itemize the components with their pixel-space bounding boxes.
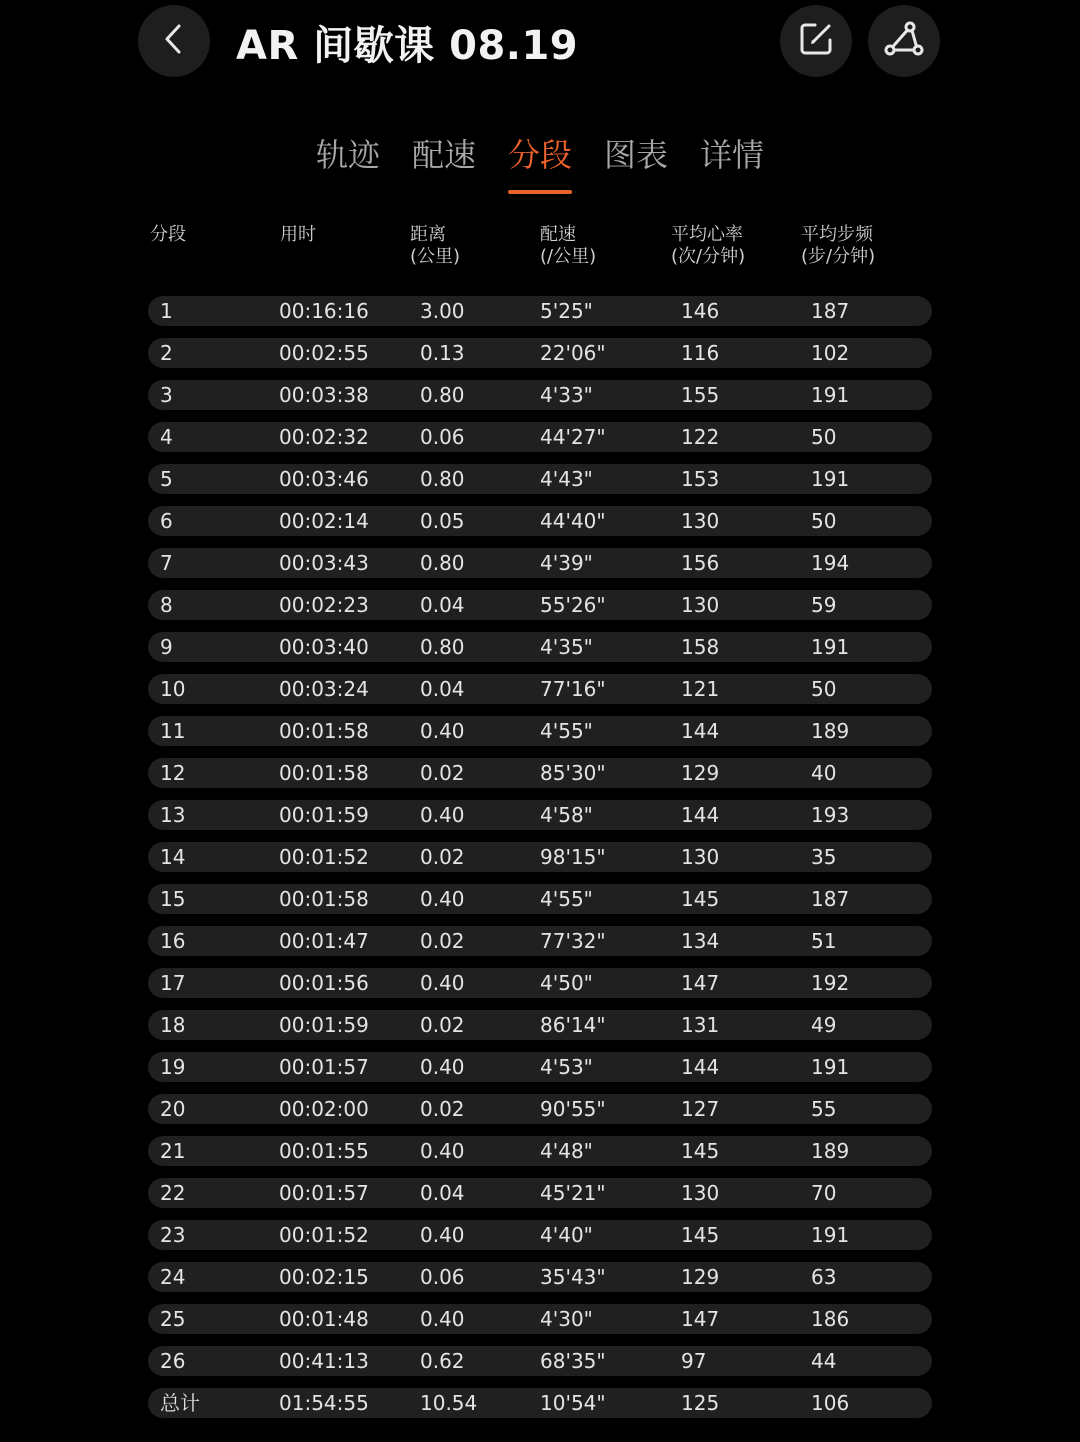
- time-cell: 00:01:55: [279, 1139, 369, 1163]
- splits-table: [148, 296, 932, 1430]
- table-row: [148, 464, 932, 494]
- tab-pace[interactable]: 配速: [411, 136, 476, 174]
- back-button[interactable]: [138, 5, 210, 77]
- time-cell: 00:01:52: [279, 845, 369, 869]
- table-row: [148, 674, 932, 704]
- segment-cell: 26: [160, 1349, 186, 1373]
- distance-cell: 0.06: [420, 425, 465, 449]
- distance-label: 距离: [410, 224, 446, 245]
- heart-rate-cell: 147: [681, 971, 720, 995]
- total-row: [148, 1388, 932, 1418]
- route-button[interactable]: [868, 5, 940, 77]
- distance-cell: 0.05: [420, 509, 465, 533]
- distance-cell: 0.04: [420, 1181, 465, 1205]
- time-cell: 00:02:00: [279, 1097, 369, 1121]
- pace-label: 配速: [540, 224, 576, 245]
- heart-rate-cell: 144: [681, 1055, 720, 1079]
- table-row: [148, 296, 932, 326]
- heart-rate-cell: 122: [681, 425, 720, 449]
- time-label: 用时: [280, 224, 316, 245]
- heart-rate-cell: 158: [681, 635, 720, 659]
- table-row: [148, 1220, 932, 1250]
- page-title: AR 间歇课 08.19: [236, 23, 579, 69]
- pace-cell: 44'40": [540, 509, 606, 533]
- column-header-time: [280, 224, 316, 246]
- distance-cell: 10.54: [420, 1391, 478, 1415]
- table-row: [148, 1094, 932, 1124]
- segment-cell: 2: [160, 341, 173, 365]
- distance-cell: 0.80: [420, 383, 465, 407]
- pace-cell: 4'53": [540, 1055, 593, 1079]
- segment-cell: 21: [160, 1139, 186, 1163]
- heart-rate-cell: 144: [681, 803, 720, 827]
- pace-cell: 86'14": [540, 1013, 606, 1037]
- table-row: [148, 758, 932, 788]
- cadence-cell: 51: [811, 929, 837, 953]
- distance-cell: 0.40: [420, 803, 465, 827]
- segment-cell: 4: [160, 425, 173, 449]
- table-row: [148, 884, 932, 914]
- table-row: [148, 1010, 932, 1040]
- segment-cell: 13: [160, 803, 186, 827]
- distance-cell: 0.62: [420, 1349, 465, 1373]
- tab-details[interactable]: 详情: [700, 136, 765, 174]
- heart-rate-cell: 130: [681, 509, 720, 533]
- time-cell: 00:03:43: [279, 551, 369, 575]
- tab-charts[interactable]: 图表: [604, 136, 669, 174]
- segment-cell: 25: [160, 1307, 186, 1331]
- pace-cell: 77'32": [540, 929, 606, 953]
- distance-cell: 0.40: [420, 1223, 465, 1247]
- heart-rate-cell: 130: [681, 1181, 720, 1205]
- pace-cell: 55'26": [540, 593, 606, 617]
- time-cell: 00:41:13: [279, 1349, 369, 1373]
- heart-rate-cell: 131: [681, 1013, 720, 1037]
- heart-rate-cell: 156: [681, 551, 720, 575]
- time-cell: 00:01:47: [279, 929, 369, 953]
- cadence-cell: 70: [811, 1181, 837, 1205]
- heart-rate-cell: 155: [681, 383, 720, 407]
- column-header-cadence: [801, 224, 875, 268]
- segment-cell: 15: [160, 887, 186, 911]
- pace-cell: 4'48": [540, 1139, 593, 1163]
- cadence-cell: 189: [811, 1139, 850, 1163]
- segment-cell: 23: [160, 1223, 186, 1247]
- distance-cell: 0.40: [420, 1307, 465, 1331]
- distance-cell: 0.40: [420, 1055, 465, 1079]
- table-row: [148, 1262, 932, 1292]
- segment-cell: 9: [160, 635, 173, 659]
- heart-rate-cell: 146: [681, 299, 720, 323]
- distance-cell: 0.80: [420, 467, 465, 491]
- distance-cell: 0.40: [420, 887, 465, 911]
- pace-cell: 77'16": [540, 677, 606, 701]
- cadence-cell: 40: [811, 761, 837, 785]
- time-cell: 00:01:58: [279, 719, 369, 743]
- top-bar: [0, 0, 1080, 90]
- distance-cell: 0.80: [420, 551, 465, 575]
- heart-rate-cell: 129: [681, 761, 720, 785]
- table-row: [148, 800, 932, 830]
- pace-cell: 4'55": [540, 719, 593, 743]
- time-cell: 00:02:23: [279, 593, 369, 617]
- heart-rate-cell: 130: [681, 845, 720, 869]
- pace-cell: 4'50": [540, 971, 593, 995]
- cadence-unit: (步/分钟): [801, 246, 876, 267]
- pace-cell: 98'15": [540, 845, 606, 869]
- distance-cell: 0.02: [420, 761, 465, 785]
- distance-cell: 0.40: [420, 971, 465, 995]
- segment-cell: 6: [160, 509, 173, 533]
- pace-cell: 5'25": [540, 299, 593, 323]
- cadence-cell: 187: [811, 299, 850, 323]
- table-row: [148, 1178, 932, 1208]
- heart-rate-label: 平均心率: [671, 224, 743, 245]
- distance-cell: 0.40: [420, 1139, 465, 1163]
- cadence-cell: 191: [811, 383, 850, 407]
- segment-cell: 10: [160, 677, 186, 701]
- pace-cell: 45'21": [540, 1181, 606, 1205]
- table-row: [148, 968, 932, 998]
- cadence-cell: 106: [811, 1391, 850, 1415]
- distance-cell: 0.02: [420, 929, 465, 953]
- table-row: [148, 716, 932, 746]
- table-row: [148, 632, 932, 662]
- segment-cell: 24: [160, 1265, 186, 1289]
- distance-cell: 0.80: [420, 635, 465, 659]
- time-cell: 00:02:55: [279, 341, 369, 365]
- cadence-cell: 192: [811, 971, 850, 995]
- time-cell: 00:01:58: [279, 761, 369, 785]
- segment-cell: 5: [160, 467, 173, 491]
- cadence-cell: 186: [811, 1307, 850, 1331]
- heart-rate-cell: 121: [681, 677, 720, 701]
- heart-rate-unit: (次/分钟): [671, 246, 746, 267]
- pace-cell: 85'30": [540, 761, 606, 785]
- table-header: [0, 224, 1080, 274]
- table-row: [148, 590, 932, 620]
- time-cell: 00:01:59: [279, 1013, 369, 1037]
- cadence-cell: 50: [811, 425, 837, 449]
- heart-rate-cell: 129: [681, 1265, 720, 1289]
- segment-cell: 16: [160, 929, 186, 953]
- cadence-cell: 49: [811, 1013, 837, 1037]
- distance-cell: 3.00: [420, 299, 465, 323]
- table-row: [148, 1346, 932, 1376]
- time-cell: 01:54:55: [279, 1391, 369, 1415]
- heart-rate-cell: 147: [681, 1307, 720, 1331]
- pace-cell: 4'30": [540, 1307, 593, 1331]
- column-header-distance: [410, 224, 460, 268]
- column-header-pace: [540, 224, 596, 268]
- column-header-heart-rate: [671, 224, 745, 268]
- cadence-cell: 191: [811, 467, 850, 491]
- distance-cell: 0.13: [420, 341, 465, 365]
- time-cell: 00:02:15: [279, 1265, 369, 1289]
- segment-cell: 11: [160, 719, 186, 743]
- cadence-cell: 191: [811, 1055, 850, 1079]
- segment-cell: 14: [160, 845, 186, 869]
- column-header-segment: [150, 224, 186, 246]
- distance-cell: 0.04: [420, 677, 465, 701]
- time-cell: 00:01:59: [279, 803, 369, 827]
- heart-rate-cell: 153: [681, 467, 720, 491]
- table-row: [148, 422, 932, 452]
- pace-cell: 4'33": [540, 383, 593, 407]
- table-row: [148, 506, 932, 536]
- segment-cell: 22: [160, 1181, 186, 1205]
- segment-label: 分段: [150, 224, 186, 245]
- segment-cell: 1: [160, 299, 173, 323]
- time-cell: 00:02:32: [279, 425, 369, 449]
- cadence-cell: 191: [811, 1223, 850, 1247]
- heart-rate-cell: 127: [681, 1097, 720, 1121]
- time-cell: 00:03:46: [279, 467, 369, 491]
- table-row: [148, 380, 932, 410]
- pace-cell: 4'35": [540, 635, 593, 659]
- segment-cell: 3: [160, 383, 173, 407]
- distance-cell: 0.02: [420, 1097, 465, 1121]
- distance-cell: 0.02: [420, 845, 465, 869]
- time-cell: 00:03:24: [279, 677, 369, 701]
- pace-cell: 4'43": [540, 467, 593, 491]
- time-cell: 00:01:52: [279, 1223, 369, 1247]
- pace-cell: 10'54": [540, 1391, 606, 1415]
- cadence-cell: 50: [811, 677, 837, 701]
- segment-cell: 18: [160, 1013, 186, 1037]
- cadence-cell: 191: [811, 635, 850, 659]
- cadence-cell: 189: [811, 719, 850, 743]
- time-cell: 00:01:57: [279, 1055, 369, 1079]
- segment-cell: 20: [160, 1097, 186, 1121]
- cadence-cell: 63: [811, 1265, 837, 1289]
- heart-rate-cell: 145: [681, 1139, 720, 1163]
- distance-unit: (公里): [410, 246, 461, 267]
- time-cell: 00:16:16: [279, 299, 369, 323]
- table-row: [148, 548, 932, 578]
- cadence-cell: 44: [811, 1349, 837, 1373]
- table-row: [148, 1136, 932, 1166]
- chevron-left-icon: [161, 22, 187, 60]
- segment-cell: 总计: [160, 1391, 200, 1415]
- tab-splits[interactable]: 分段: [508, 126, 572, 186]
- segment-cell: 12: [160, 761, 186, 785]
- heart-rate-cell: 134: [681, 929, 720, 953]
- pace-cell: 4'55": [540, 887, 593, 911]
- time-cell: 00:03:40: [279, 635, 369, 659]
- cadence-label: 平均步频: [801, 224, 873, 245]
- table-row: [148, 842, 932, 872]
- distance-cell: 0.40: [420, 719, 465, 743]
- cadence-cell: 193: [811, 803, 850, 827]
- table-row: [148, 338, 932, 368]
- edit-button[interactable]: [780, 5, 852, 77]
- segment-cell: 19: [160, 1055, 186, 1079]
- distance-cell: 0.04: [420, 593, 465, 617]
- pace-cell: 22'06": [540, 341, 606, 365]
- cadence-cell: 55: [811, 1097, 837, 1121]
- distance-cell: 0.06: [420, 1265, 465, 1289]
- table-row: [148, 926, 932, 956]
- table-row: [148, 1304, 932, 1334]
- time-cell: 00:03:38: [279, 383, 369, 407]
- route-icon: [882, 19, 926, 63]
- segment-cell: 7: [160, 551, 173, 575]
- heart-rate-cell: 144: [681, 719, 720, 743]
- cadence-cell: 194: [811, 551, 850, 575]
- heart-rate-cell: 130: [681, 593, 720, 617]
- heart-rate-cell: 116: [681, 341, 720, 365]
- pace-cell: 4'40": [540, 1223, 593, 1247]
- heart-rate-cell: 145: [681, 1223, 720, 1247]
- time-cell: 00:01:48: [279, 1307, 369, 1331]
- pace-cell: 35'43": [540, 1265, 606, 1289]
- segment-cell: 8: [160, 593, 173, 617]
- table-row: [148, 1052, 932, 1082]
- edit-icon: [796, 19, 836, 63]
- distance-cell: 0.02: [420, 1013, 465, 1037]
- pace-cell: 68'35": [540, 1349, 606, 1373]
- heart-rate-cell: 97: [681, 1349, 707, 1373]
- cadence-cell: 187: [811, 887, 850, 911]
- time-cell: 00:01:57: [279, 1181, 369, 1205]
- pace-cell: 4'39": [540, 551, 593, 575]
- segment-cell: 17: [160, 971, 186, 995]
- heart-rate-cell: 145: [681, 887, 720, 911]
- pace-cell: 44'27": [540, 425, 606, 449]
- time-cell: 00:01:56: [279, 971, 369, 995]
- pace-unit: (/公里): [540, 246, 597, 267]
- tab-bar: [0, 126, 1080, 186]
- pace-cell: 4'58": [540, 803, 593, 827]
- cadence-cell: 35: [811, 845, 837, 869]
- tab-track[interactable]: 轨迹: [315, 136, 380, 174]
- cadence-cell: 50: [811, 509, 837, 533]
- cadence-cell: 102: [811, 341, 850, 365]
- heart-rate-cell: 125: [681, 1391, 720, 1415]
- cadence-cell: 59: [811, 593, 837, 617]
- time-cell: 00:02:14: [279, 509, 369, 533]
- time-cell: 00:01:58: [279, 887, 369, 911]
- pace-cell: 90'55": [540, 1097, 606, 1121]
